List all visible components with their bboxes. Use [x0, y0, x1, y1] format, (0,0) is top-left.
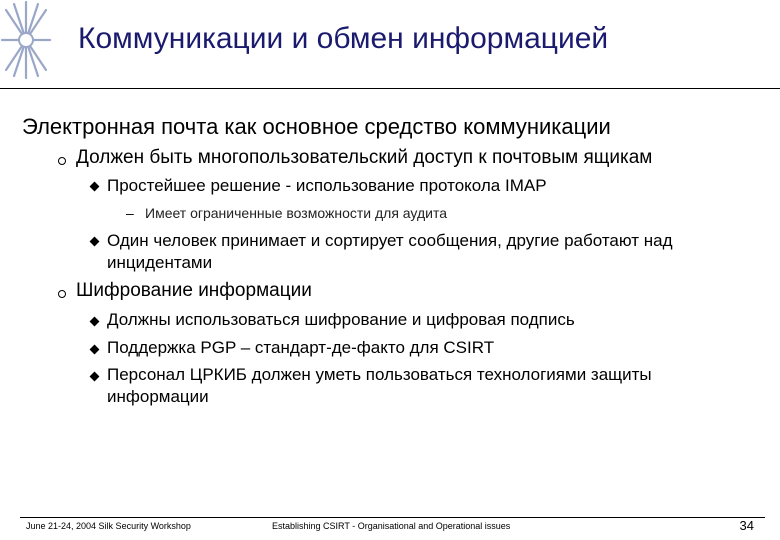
slide-title: Коммуникации и обмен информацией	[78, 22, 609, 55]
list-item: Должны использоваться шифрование и цифровая подпись	[107, 310, 575, 329]
diamond-bullet-icon	[90, 237, 100, 247]
list-item: Имеет ограниченные возможности для аудита	[145, 205, 447, 221]
page-number: 34	[739, 518, 754, 533]
section-heading: Электронная почта как основное средство коммуникации	[22, 114, 611, 139]
list-item: Поддержка PGP – стандарт-де-факто для CSIRT	[107, 338, 495, 357]
list-item-continuation: информации	[107, 387, 209, 406]
list-item: Должен быть многопользовательский доступ к почтовым ящикам	[76, 147, 653, 168]
list-item: Один человек принимает и сортирует сообщения, другие работают над	[107, 231, 673, 250]
diamond-bullet-icon	[90, 345, 100, 355]
list-item-continuation: инцидентами	[107, 253, 213, 272]
diamond-bullet-icon	[90, 317, 100, 327]
diamond-bullet-icon	[90, 182, 100, 192]
dash-bullet-icon: –	[126, 205, 134, 221]
footer-left: June 21-24, 2004 Silk Security Workshop	[26, 521, 191, 531]
footer-center: Establishing CSIRT - Organisational and Operational issues	[272, 521, 511, 531]
list-item: Персонал ЦРКИБ должен уметь пользоваться технологиями защиты	[107, 365, 652, 384]
circle-bullet-icon	[58, 157, 66, 165]
title-divider	[0, 88, 780, 89]
starburst-logo-icon	[0, 0, 52, 80]
list-item: Шифрование информации	[76, 280, 312, 301]
diamond-bullet-icon	[90, 372, 100, 382]
footer-divider	[20, 517, 765, 518]
list-item: Простейшее решение - использование протокола IMAP	[107, 176, 547, 195]
circle-bullet-icon	[58, 290, 66, 298]
